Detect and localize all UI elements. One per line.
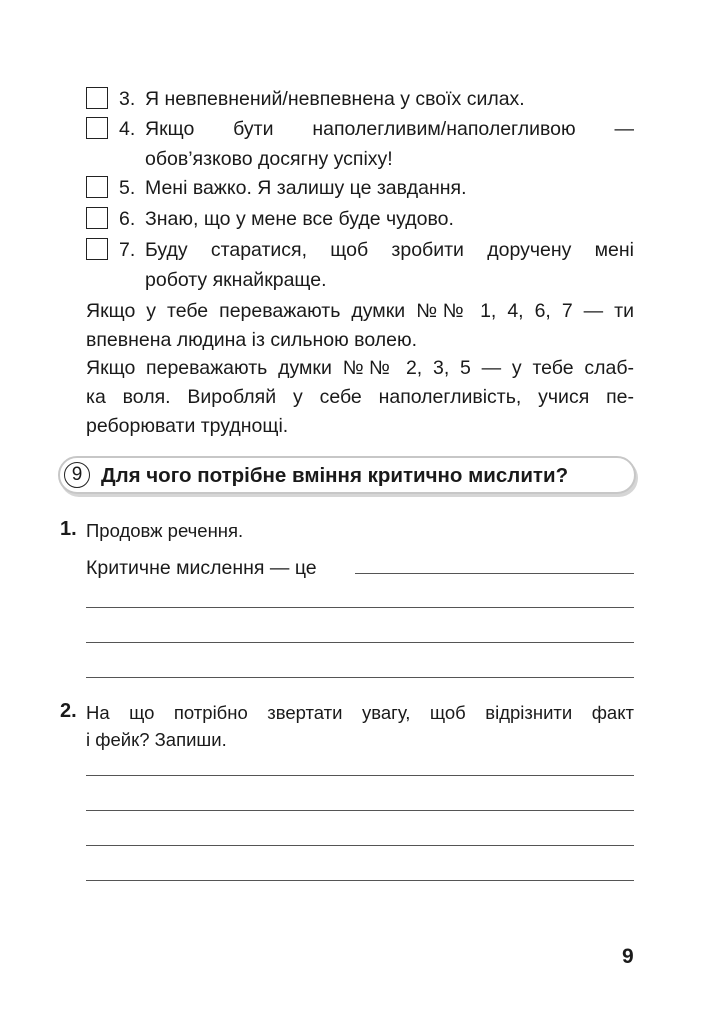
answer-line[interactable] <box>86 880 634 881</box>
item-line: Мені важко. Я залишу це завдання. <box>145 177 467 199</box>
section-number-badge: 9 <box>64 462 90 488</box>
page-number: 9 <box>622 945 634 968</box>
answer-line[interactable] <box>86 677 634 678</box>
item-number: 4. <box>119 118 136 140</box>
checklist-item-6-text <box>119 204 634 234</box>
checklist-item-7-text <box>119 235 634 295</box>
result-paragraph-strong-will <box>86 297 634 355</box>
item-line: Якщо бути наполегливим/наполегливою — <box>145 118 634 140</box>
answer-line[interactable] <box>355 573 634 574</box>
answer-line[interactable] <box>86 810 634 811</box>
paragraph-line: впевнена людина із сильною волею. <box>86 329 417 351</box>
paragraph-line: Якщо у тебе переважають думки №№ 1, 4, 6, 7 — ти <box>86 300 634 322</box>
answer-line[interactable] <box>86 775 634 776</box>
checkbox-5[interactable] <box>86 176 108 198</box>
checklist-item-3-text <box>119 84 634 114</box>
answer-line[interactable] <box>86 642 634 643</box>
answer-line[interactable] <box>86 607 634 608</box>
checkbox-3[interactable] <box>86 87 108 109</box>
item-number: 7. <box>119 239 136 261</box>
item-line: Я невпевнений/невпевнена у своїх силах. <box>145 88 525 110</box>
task-1-prompt <box>86 517 634 544</box>
result-paragraph-weak-will <box>86 354 634 441</box>
task-1-prompt-text: Продовж речення. <box>86 520 244 541</box>
task-1-sentence-start: Критичне мислення — це <box>86 557 317 579</box>
item-line: Буду старатися, щоб зробити доручену мені <box>145 239 634 261</box>
section-title: Для чого потрібне вміння критично мислити? <box>101 464 569 487</box>
item-number: 3. <box>119 88 136 110</box>
section-heading <box>58 456 636 494</box>
paragraph-line: ка воля. Виробляй у себе наполегливість, учися пе- <box>86 386 634 408</box>
item-line: роботу якнайкраще. <box>145 269 327 291</box>
task-2-prompt <box>86 699 634 753</box>
item-number: 6. <box>119 208 136 230</box>
answer-line[interactable] <box>86 845 634 846</box>
task-1-number: 1. <box>60 518 77 540</box>
item-line: обов’язково досягну успіху! <box>145 148 393 170</box>
paragraph-line: Якщо переважають думки №№ 2, 3, 5 — у тебе слаб- <box>86 357 634 379</box>
task-2-number: 2. <box>60 700 77 722</box>
checklist-item-5-text <box>119 173 634 203</box>
task-2-prompt-line: На що потрібно звертати увагу, щоб відрізнити факт <box>86 702 634 723</box>
item-line: Знаю, що у мене все буде чудово. <box>145 208 454 230</box>
checkbox-7[interactable] <box>86 238 108 260</box>
task-1-sentence <box>86 555 634 582</box>
checklist-item-4-text <box>119 114 634 174</box>
paragraph-line: реборювати труднощі. <box>86 415 289 437</box>
checkbox-6[interactable] <box>86 207 108 229</box>
checkbox-4[interactable] <box>86 117 108 139</box>
task-2-prompt-line: і фейк? Запиши. <box>86 729 227 750</box>
item-number: 5. <box>119 177 136 199</box>
